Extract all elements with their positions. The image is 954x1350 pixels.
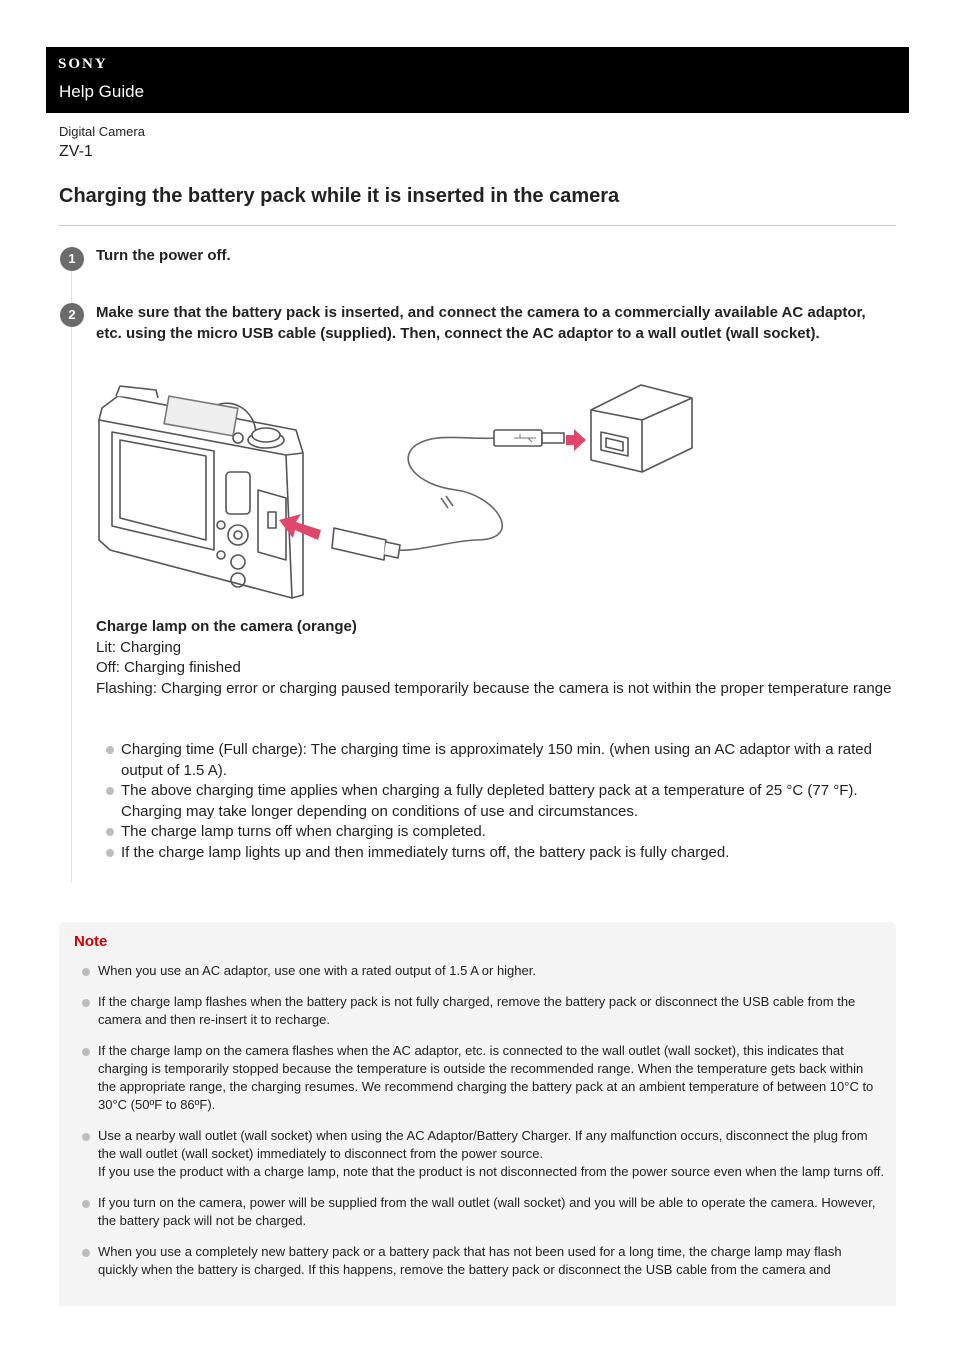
steps-guide-line	[71, 268, 72, 883]
tip-text: Charging time (Full charge): The charging time is approximately 150 min. (when using an AC adaptor with a rated output of 1.5 A).	[121, 741, 872, 779]
list-item	[74, 1127, 884, 1181]
bullet-icon	[82, 968, 90, 976]
breadcrumb-category: Digital Camera	[59, 124, 145, 139]
list-item	[96, 822, 896, 843]
note-box	[59, 922, 896, 1306]
charge-lamp-off: Off: Charging finished	[96, 659, 241, 677]
list-item	[74, 1042, 884, 1114]
note-list	[74, 962, 884, 1292]
charging-tips-list	[96, 740, 896, 864]
charge-lamp-flashing: Flashing: Charging error or charging paused temporarily because the camera is not within the proper temperature range	[96, 679, 892, 697]
step-2-text: Make sure that the battery pack is inserted, and connect the camera to a commercially available AC adaptor, etc. using the micro USB cable (supplied). Then, connect the AC adaptor to a wall outlet (wall socket).	[96, 304, 866, 342]
note-text: If you turn on the camera, power will be supplied from the wall outlet (wall socket) and you will be able to operate the camera. However, the battery pack will not be charged.	[98, 1195, 876, 1228]
bullet-icon	[106, 828, 114, 836]
step-2-badge: 2	[60, 303, 84, 327]
bullet-icon	[82, 1200, 90, 1208]
bullet-icon	[106, 746, 114, 754]
list-item	[74, 1194, 884, 1230]
list-item	[96, 843, 896, 864]
breadcrumb-model: ZV-1	[59, 143, 93, 160]
page-title: Charging the battery pack while it is inserted in the camera	[59, 185, 620, 207]
note-text: If the charge lamp flashes when the battery pack is not fully charged, remove the battery pack or disconnect the USB cable from the camera and then re-insert it to recharge.	[98, 994, 856, 1027]
charge-lamp-heading: Charge lamp on the camera (orange)	[96, 618, 357, 635]
note-text: When you use an AC adaptor, use one with a rated output of 1.5 A or higher.	[98, 963, 536, 978]
bullet-icon	[82, 1048, 90, 1056]
step-1-text: Turn the power off.	[96, 247, 231, 264]
step-1-badge: 1	[60, 247, 84, 271]
list-item	[74, 1243, 884, 1279]
tip-text: The charge lamp turns off when charging is completed.	[121, 823, 486, 841]
tip-text: The above charging time applies when charging a fully depleted battery pack at a temperature of 25 °C (77 °F). Charging may take longer depending on conditions of use and circumstances.	[121, 782, 858, 820]
note-title: Note	[74, 933, 108, 950]
note-text: Use a nearby wall outlet (wall socket) when using the AC Adaptor/Battery Charger. If any malfunction occurs, disconnect the plug from the wall outlet (wall socket) immediately to disconnect from the power source. If you use the product with a charge lamp, note that the product is not disconnected from the power source even when the lamp turns off.	[98, 1128, 884, 1179]
title-divider	[59, 225, 896, 226]
bullet-icon	[82, 1249, 90, 1257]
list-item	[96, 740, 896, 781]
help-guide-title: Help Guide	[59, 82, 145, 101]
note-text: When you use a completely new battery pack or a battery pack that has not been used for a long time, the charge lamp may flash quickly when the battery is charged. If this happens, remove the battery pack or disconnect the USB cable from the camera and	[98, 1244, 842, 1277]
bullet-icon	[82, 999, 90, 1007]
note-text: If the charge lamp on the camera flashes when the AC adaptor, etc. is connected to the wall outlet (wall socket), this indicates that charging is temporarily stopped because the temperature is outside the recommended range. When the temperature gets back within the appropriate range, the charging resumes. We recommend charging the battery pack at an ambient temperature of between 10°C to 30°C (50ºF to 86ºF).	[98, 1043, 874, 1112]
bullet-icon	[82, 1133, 90, 1141]
bullet-icon	[106, 787, 114, 795]
sony-logo[interactable]: SONY	[58, 56, 108, 72]
list-item	[74, 962, 884, 980]
tip-text: If the charge lamp lights up and then immediately turns off, the battery pack is fully charged.	[121, 843, 730, 861]
list-item	[74, 993, 884, 1029]
charge-lamp-lit: Lit: Charging	[96, 638, 182, 656]
charging-illustration	[96, 380, 696, 602]
bullet-icon	[106, 849, 114, 857]
list-item	[96, 781, 896, 822]
site-header	[46, 47, 909, 113]
charge-lamp-info	[96, 617, 896, 699]
